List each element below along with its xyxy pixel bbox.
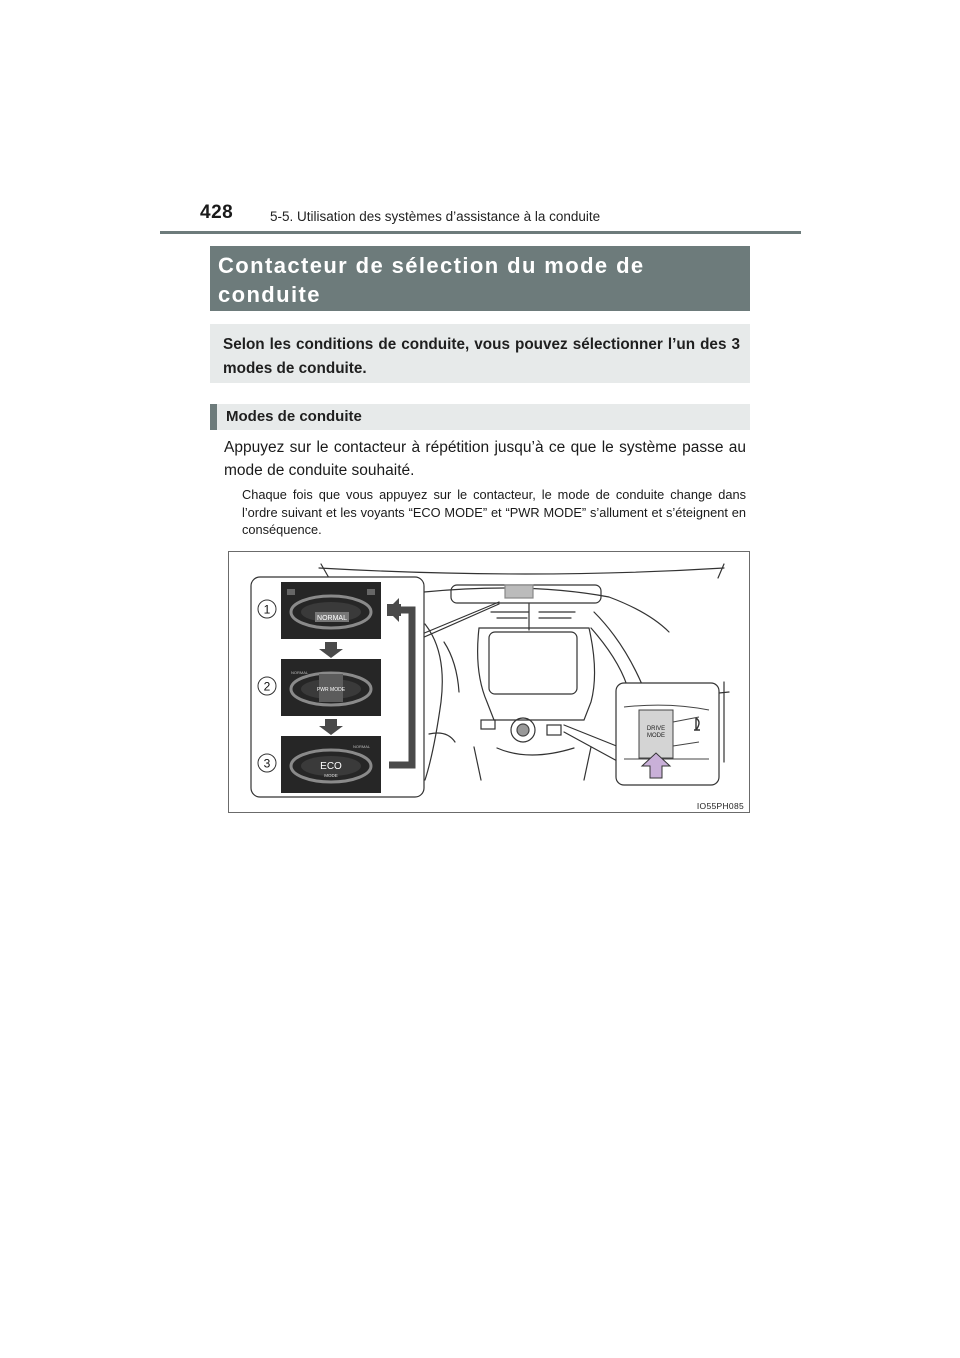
note-text: Chaque fois que vous appuyez sur le contacteur, le mode de conduite change dans l’ordre suivant et les voyants “ECO MODE” et “PWR MODE” s’allument et s’éteignent en conséquence.	[242, 487, 746, 537]
figure-code: IO55PH085	[696, 801, 744, 811]
step-3-marker	[258, 754, 276, 772]
section-title: Contacteur de sélection du mode de conduite	[218, 253, 645, 307]
step-1-number: 1	[263, 602, 271, 617]
step-2-number: 2	[263, 679, 271, 694]
drive-mode-label-1: DRIVE	[646, 726, 666, 732]
subheading: Modes de conduite	[226, 408, 362, 425]
figure	[228, 551, 750, 813]
step-2-marker	[258, 677, 276, 695]
section-title-band	[210, 246, 750, 311]
mode-screen-power	[281, 659, 381, 716]
intro-text: Selon les conditions de conduite, vous pouvez sélectionner l’un des 3 modes de conduite.	[223, 336, 740, 377]
screen-2-label: PWR MODE	[316, 687, 346, 693]
screen-3-sublabel: MODE	[324, 773, 338, 778]
screen-3-corner: NORMAL	[353, 744, 371, 749]
step-1-marker	[258, 600, 276, 618]
page-number: 428	[200, 202, 234, 223]
screen-1-label: NORMAL	[317, 615, 347, 622]
step-3-number: 3	[263, 756, 271, 771]
drive-mode-switch-inset	[616, 683, 719, 785]
figure-illustration	[229, 552, 751, 814]
subheading-bar	[210, 404, 750, 430]
screen-2-corner: NORMAL	[291, 670, 309, 675]
mode-screen-eco	[281, 736, 381, 793]
screen-3-label: ECO	[320, 761, 342, 772]
mode-screen-normal	[281, 582, 381, 639]
running-head: 5-5. Utilisation des systèmes d’assistance à la conduite	[270, 209, 601, 224]
header-rule	[160, 231, 801, 234]
body-text: Appuyez sur le contacteur à répétition jusqu’à ce que le système passe au mode de conduite souhaité.	[224, 439, 746, 479]
drive-mode-label-2: MODE	[647, 733, 665, 739]
intro-box	[210, 324, 750, 383]
